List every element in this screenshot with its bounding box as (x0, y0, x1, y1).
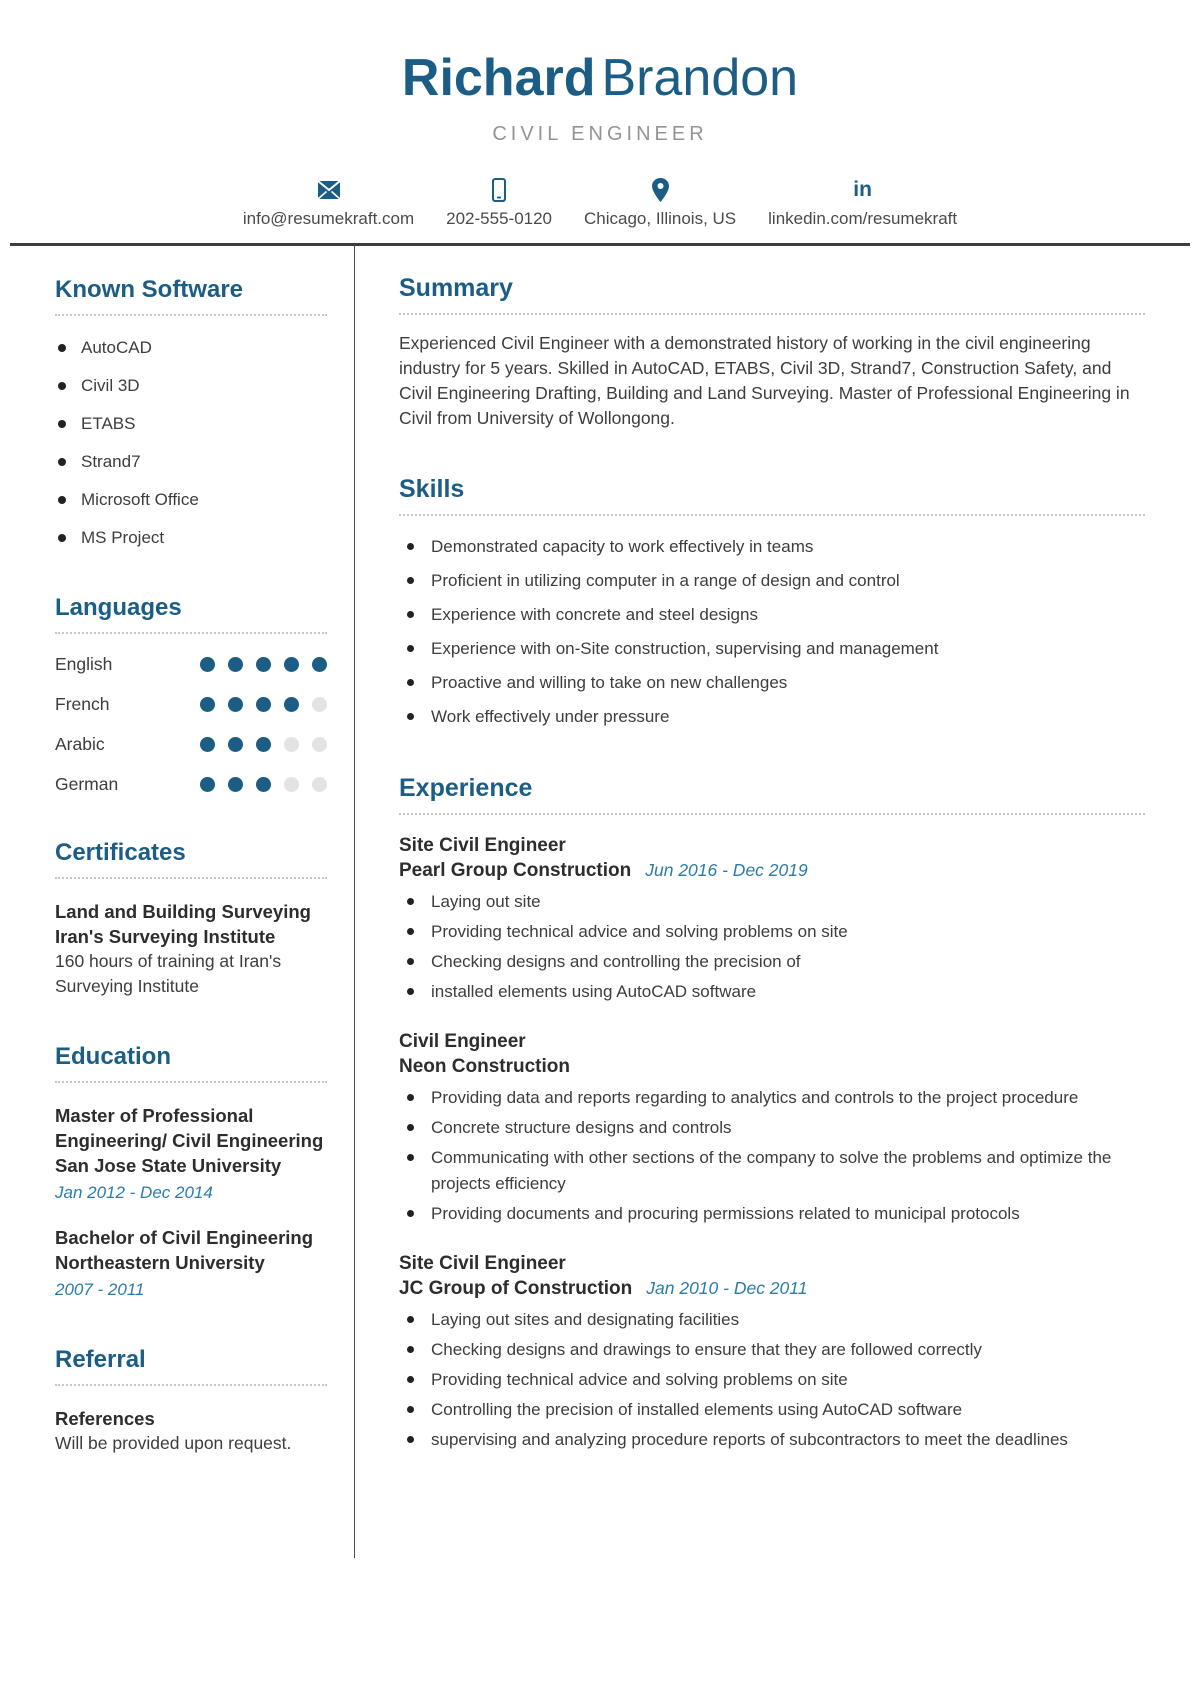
language-level-dot (228, 737, 243, 752)
language-level-dot (256, 697, 271, 712)
degree: Master of Professional Engineering/ Civil Engineering (55, 1105, 324, 1152)
list-item: Civil 3D (55, 374, 327, 398)
section-education (55, 1043, 327, 1302)
job-role: Civil Engineer (399, 1031, 526, 1053)
experience-list (399, 833, 1145, 1453)
header (0, 0, 1200, 246)
language-level-dot (228, 657, 243, 672)
language-level-dot (284, 657, 299, 672)
school: San Jose State University (55, 1155, 282, 1177)
language-level-dot (284, 737, 299, 752)
job-bullet: Providing technical advice and solving problems on site (399, 1367, 1145, 1393)
page-title (0, 50, 1200, 107)
job-bullet: Laying out sites and designating facilities (399, 1307, 1145, 1333)
skill-item: Experience with on-Site construction, supervising and management (399, 636, 1145, 662)
references-text: Will be provided upon request. (55, 1433, 292, 1454)
section-title: Skills (399, 475, 1145, 516)
language-level-dot (256, 777, 271, 792)
language-level-dot (312, 657, 327, 672)
language-level-dot (200, 777, 215, 792)
location-icon (652, 178, 669, 202)
contact-text: 202-555-0120 (446, 209, 553, 229)
certificate-issuer: Iran's Surveying Institute (55, 926, 276, 948)
language-level-dots (200, 697, 327, 712)
job-bullet: Concrete structure designs and controls (399, 1115, 1145, 1141)
skill-item: Proactive and willing to take on new challenges (399, 670, 1145, 696)
language-label: German (55, 774, 119, 795)
list-item: ETABS (55, 412, 327, 436)
language-level-dots (200, 657, 327, 672)
section-title: Known Software (55, 276, 327, 316)
language-row (55, 694, 327, 715)
section-title: Languages (55, 594, 327, 634)
first-name: Richard (401, 49, 596, 107)
skill-item: Experience with concrete and steel designs (399, 602, 1145, 628)
job-company: Neon Construction (399, 1056, 570, 1078)
education-dates: Jan 2012 - Dec 2014 (55, 1183, 213, 1203)
job-bullet: Checking designs and controlling the precision of (399, 949, 1145, 975)
last-name: Brandon (601, 49, 799, 107)
language-level-dots (200, 737, 327, 752)
job-title-subtitle: CIVIL ENGINEER (492, 123, 708, 146)
section-title: Referral (55, 1346, 327, 1386)
email-icon (317, 178, 341, 202)
job-bullet: Providing documents and procuring permissions related to municipal protocols (399, 1201, 1145, 1227)
job-bullet: installed elements using AutoCAD software (399, 979, 1145, 1005)
language-level-dot (228, 697, 243, 712)
language-list (55, 654, 327, 795)
job-company: Pearl Group Construction (399, 860, 632, 882)
list-item: MS Project (55, 526, 327, 550)
language-level-dot (256, 737, 271, 752)
certificate-name: Land and Building Surveying (55, 901, 311, 923)
section-title: Experience (399, 774, 1145, 815)
content-columns (0, 246, 1200, 1500)
job-bullet: Checking designs and drawings to ensure that they are followed correctly (399, 1337, 1145, 1363)
language-level-dot (312, 777, 327, 792)
main-content (354, 246, 1200, 1500)
section-title: Education (55, 1043, 327, 1083)
sidebar (0, 246, 354, 1500)
language-label: French (55, 694, 110, 715)
section-known-software (55, 276, 327, 550)
education-list (55, 1103, 327, 1302)
language-level-dot (312, 737, 327, 752)
section-title: Certificates (55, 839, 327, 879)
language-row (55, 734, 327, 755)
column-divider (354, 246, 355, 1558)
language-row (55, 654, 327, 675)
linkedin-icon: in (853, 178, 872, 202)
job-bullet: Controlling the precision of installed elements using AutoCAD software (399, 1397, 1145, 1423)
job-bullet: Providing technical advice and solving problems on site (399, 919, 1145, 945)
software-list (55, 336, 327, 550)
degree: Bachelor of Civil Engineering (55, 1227, 314, 1249)
language-level-dot (228, 777, 243, 792)
list-item: Microsoft Office (55, 488, 327, 512)
job-bullet: Laying out site (399, 889, 1145, 915)
language-level-dot (284, 697, 299, 712)
section-experience (399, 774, 1145, 1453)
contact-text: Chicago, Illinois, US (584, 209, 737, 229)
section-languages (55, 594, 327, 795)
language-level-dot (200, 697, 215, 712)
education-item (55, 1225, 327, 1302)
contact-row (0, 178, 1200, 229)
language-level-dot (256, 657, 271, 672)
job-dates: Jun 2016 - Dec 2019 (645, 860, 808, 881)
language-level-dots (200, 777, 327, 792)
certificate-description: 160 hours of training at Iran's Surveying Institute (55, 951, 282, 997)
language-label: English (55, 654, 113, 675)
school: Northeastern University (55, 1252, 265, 1274)
job-entry (399, 1029, 1145, 1227)
contact-item (243, 178, 414, 229)
job-bullets (399, 1085, 1145, 1227)
contact-item (584, 178, 736, 229)
contact-text: linkedin.com/resumekraft (768, 209, 958, 229)
contact-item (446, 178, 552, 229)
language-level-dot (200, 737, 215, 752)
job-company-line (399, 858, 1145, 883)
job-entry (399, 1251, 1145, 1453)
job-entry (399, 833, 1145, 1005)
references-heading: References (55, 1408, 155, 1430)
skills-list (399, 534, 1145, 730)
section-referral (55, 1346, 327, 1456)
summary-text: Experienced Civil Engineer with a demonstrated history of working in the civil engineering industry for 5 years. Skilled in AutoCAD, ETABS, Civil 3D, Strand7, Construction Safety, and Civil Engineering Drafting, Building and Land Surveying. Master of Professional Engineering in Civil from University of Wollongong. (399, 333, 1130, 429)
contact-item (768, 178, 957, 229)
section-skills (399, 475, 1145, 730)
job-bullet: supervising and analyzing procedure reports of subcontractors to meet the deadlines (399, 1427, 1145, 1453)
job-bullet: Communicating with other sections of the company to solve the problems and optimize the projects efficiency (399, 1145, 1145, 1197)
list-item: Strand7 (55, 450, 327, 474)
language-level-dot (284, 777, 299, 792)
job-bullets (399, 889, 1145, 1005)
language-level-dot (200, 657, 215, 672)
language-label: Arabic (55, 734, 105, 755)
contact-text: info@resumekraft.com (242, 209, 415, 229)
job-company-line (399, 1054, 1145, 1079)
job-bullets (399, 1307, 1145, 1453)
section-summary (399, 274, 1145, 431)
job-company: JC Group of Construction (399, 1278, 633, 1300)
section-certificates (55, 839, 327, 999)
skill-item: Work effectively under pressure (399, 704, 1145, 730)
skill-item: Proficient in utilizing computer in a range of design and control (399, 568, 1145, 594)
job-role: Site Civil Engineer (399, 835, 566, 857)
language-row (55, 774, 327, 795)
job-bullet: Providing data and reports regarding to analytics and controls to the project procedure (399, 1085, 1145, 1111)
job-company-line (399, 1276, 1145, 1301)
phone-icon (492, 178, 506, 202)
education-dates: 2007 - 2011 (55, 1280, 145, 1300)
education-item (55, 1103, 327, 1205)
skill-item: Demonstrated capacity to work effectively in teams (399, 534, 1145, 560)
job-dates: Jan 2010 - Dec 2011 (646, 1278, 808, 1299)
section-title: Summary (399, 274, 1145, 315)
list-item: AutoCAD (55, 336, 327, 360)
language-level-dot (312, 697, 327, 712)
job-role: Site Civil Engineer (399, 1253, 566, 1275)
